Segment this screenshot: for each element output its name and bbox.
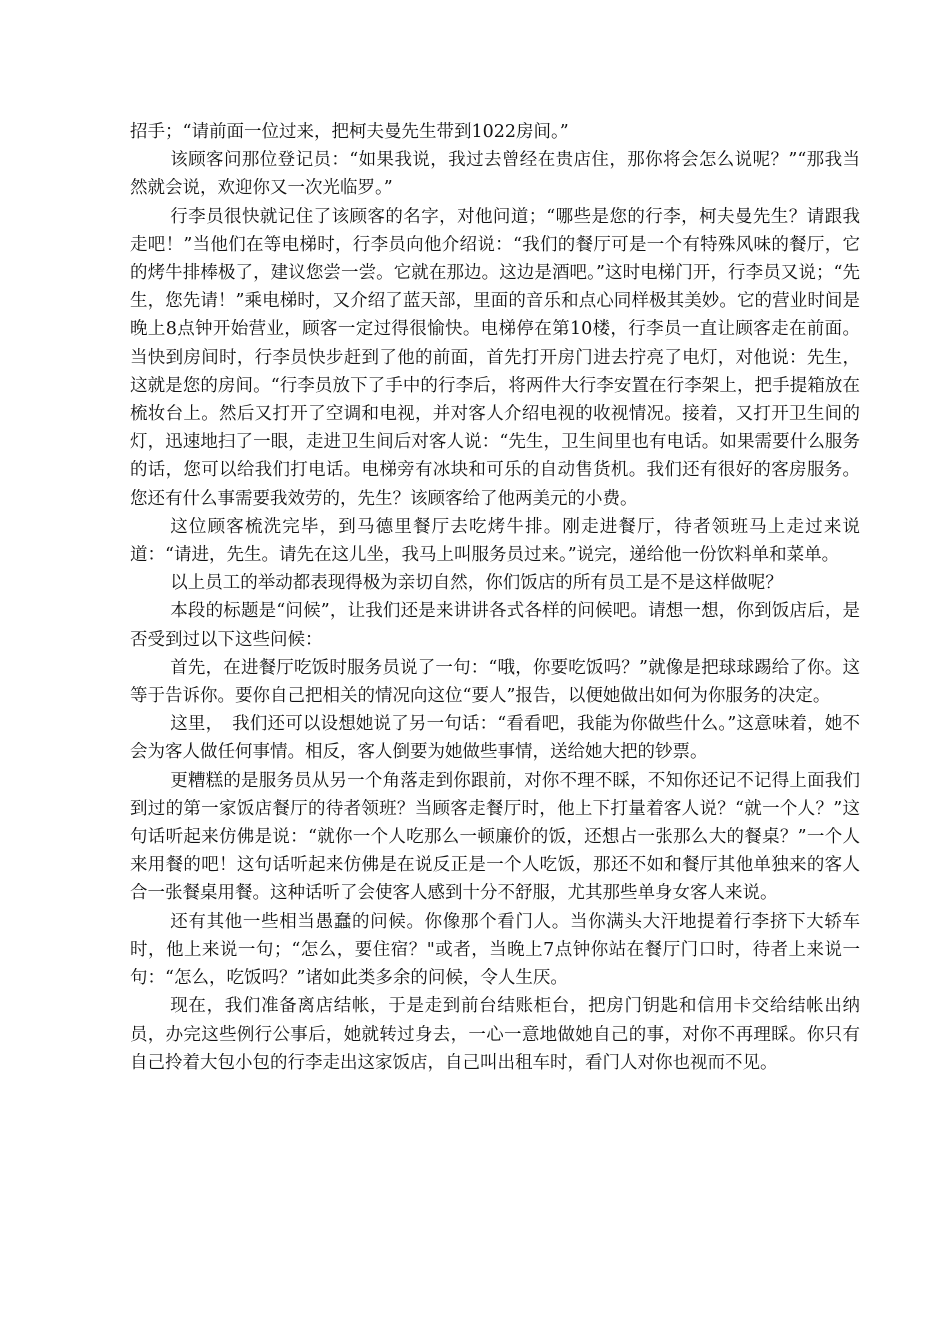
paragraph: 更糟糕的是服务员从另一个角落走到你跟前，对你不理不睬，不知你还记不记得上面我们到过的第一家饭店餐厅的待者领班？当顾客走餐厅时，他上下打量着客人说？“就一个人？”这句话听起来仿佛是说：“就你一个人吃那么一顿廉价的饭，还想占一张那么大的餐桌？”一个人来用餐的吧！这句话听起来仿佛是在说反正是一个人吃饭，那还不如和餐厅其他单独来的客人合一张餐桌用餐。这种话听了会使客人感到十分不舒服，尤其那些单身女客人来说。 — [130, 770, 860, 904]
paragraph: 这里， 我们还可以设想她说了另一句话：“看看吧，我能为你做些什么。”这意味着，她不会为客人做任何事情。相反，客人倒要为她做些事情，送给她大把的钞票。 — [130, 714, 860, 763]
paragraph: 本段的标题是“问候”，让我们还是来讲讲各式各样的问候吧。请想一想，你到饭店后，是否受到过以下这些问候： — [130, 601, 860, 650]
paragraph: 以上员工的举动都表现得极为亲切自然，你们饭店的所有员工是不是这样做呢？ — [170, 573, 783, 594]
paragraph: 这位顾客梳洗完毕，到马德里餐厅去吃烤牛排。刚走进餐厅，待者领班马上走过来说道：“请进，先生。请先在这儿坐，我马上叫服务员过来。”说完，递给他一份饮料单和菜单。 — [130, 516, 860, 566]
paragraph: 该顾客问那位登记员：“如果我说，我过去曾经在贵店住，那你将会怎么说呢？”“那我当然就会说，欢迎你又一次光临罗。” — [130, 150, 860, 199]
paragraph: 招手；“请前面一位过来，把柯夫曼先生带到1022房间。” — [130, 122, 569, 142]
paragraph: 行李员很快就记住了该顾客的名字，对他问道；“哪些是您的行李，柯夫曼先生？请跟我走吧！”当他们在等电梯时，行李员向他介绍说：“我们的餐厅可是一个有特殊风味的餐厅，它的烤牛排棒极了，建议您尝一尝。它就在那边。这边是酒吧。”这时电梯门开，行李员又说；“先生，您先请！”乘电梯时，又介绍了蓝天部，里面的音乐和点心同样极其美妙。它的营业时间是晚上8点钟开始营业，顾客一定过得很愉快。电梯停在第10楼，行李员一直让顾客走在前面。当快到房间时，行李员快步赶到了他的前面，首先打开房门进去拧亮了电灯，对他说：先生，这就是您的房间。“行李员放下了手中的行李后，将两件大行李安置在行李架上，把手提箱放在梳妆台上。然后又打开了空调和电视，并对客人介绍电视的收视情况。接着，又打开卫生间的灯，迅速地扫了一眼，走进卫生间后对客人说：“先生，卫生间里也有电话。如果需要什么服务的话，您可以给我们打电话。电梯旁有冰块和可乐的自动售货机。我们还有很好的客房服务。您还有什么事需要我效劳的，先生？该顾客给了他两美元的小费。 — [130, 206, 860, 509]
paragraph: 还有其他一些相当愚蠢的问候。你像那个看门人。当你满头大汗地提着行李挤下大轿车时，他上来说一句；“怎么，要住宿？"或者，当晚上7点钟你站在餐厅门口时，待者上来说一句：“怎么，吃饭吗？”诸如此类多余的问候，令人生厌。 — [130, 911, 860, 989]
paragraph: 现在，我们准备离店结帐，于是走到前台结账柜台，把房门钥匙和信用卡交给结帐出纳员，办完这些例行公事后，她就转过身去，一心一意地做她自己的事，对你不再理睬。你只有自己拎着大包小包的行李走出这家饭店，自己叫出租车时，看门人对你也视而不见。 — [130, 996, 860, 1073]
paragraph: 首先，在进餐厅吃饭时服务员说了一句：“哦，你要吃饭吗？”就像是把球球踢给了你。这等于告诉你。要你自己把相关的情况向这位“要人”报告，以便她做出如何为你服务的决定。 — [130, 657, 860, 707]
document-body — [130, 118, 860, 1077]
